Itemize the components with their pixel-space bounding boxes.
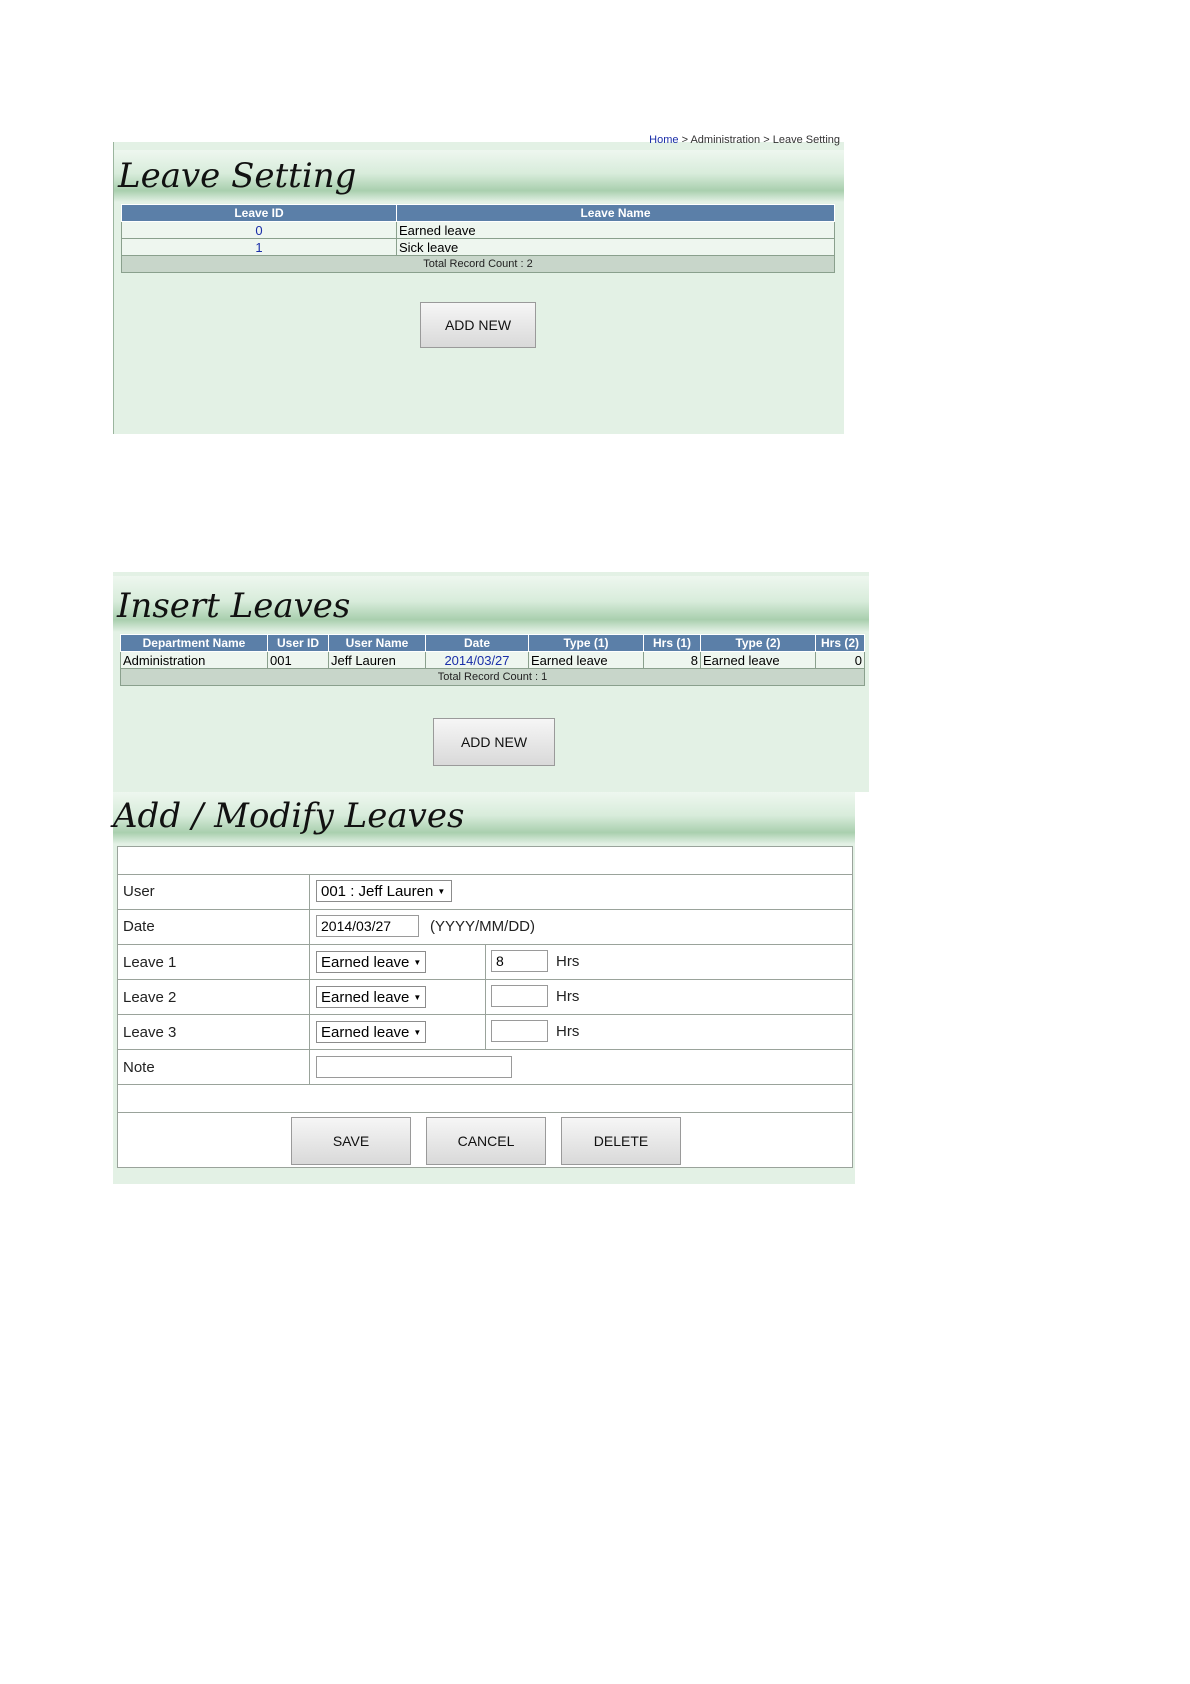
- hrs-unit-label: Hrs: [556, 988, 580, 1005]
- leave-1-label: Leave 1: [123, 954, 177, 971]
- leave-2-hrs-input[interactable]: [491, 985, 548, 1007]
- date-row: [118, 910, 852, 945]
- hrs-unit-label: Hrs: [556, 1023, 580, 1040]
- column-header-hrs-1[interactable]: Hrs (1): [644, 635, 701, 652]
- insert-leaves-panel: [113, 572, 869, 792]
- delete-button[interactable]: DELETE: [561, 1117, 681, 1165]
- date-format-hint: (YYYY/MM/DD): [430, 918, 535, 935]
- leave-setting-panel: [113, 134, 844, 434]
- column-header-type-2[interactable]: Type (2): [701, 635, 816, 652]
- leave-3-hrs-input[interactable]: [491, 1020, 548, 1042]
- cancel-button[interactable]: CANCEL: [426, 1117, 546, 1165]
- leave-1-row: [118, 945, 852, 980]
- hrs-unit-label: Hrs: [556, 953, 580, 970]
- record-count: Total Record Count : 1: [121, 669, 865, 686]
- column-divider: [309, 1050, 310, 1084]
- type-1-cell: Earned leave: [529, 652, 644, 669]
- save-button[interactable]: SAVE: [291, 1117, 411, 1165]
- date-link[interactable]: 2014/03/27: [426, 652, 529, 669]
- table-row: [121, 652, 865, 669]
- leave-setting-table: [121, 204, 835, 273]
- add-new-button[interactable]: ADD NEW: [433, 718, 555, 766]
- page-title: Insert Leaves: [117, 586, 351, 626]
- page-title: Leave Setting: [118, 156, 357, 196]
- column-header-leave-name[interactable]: Leave Name: [397, 205, 835, 222]
- column-divider: [309, 910, 310, 944]
- table-header-row: [121, 635, 865, 652]
- column-divider: [309, 1015, 310, 1049]
- table-footer: [121, 669, 865, 686]
- column-divider: [309, 980, 310, 1014]
- insert-leaves-table: [120, 634, 865, 686]
- column-header-date[interactable]: Date: [426, 635, 529, 652]
- column-header-user-id[interactable]: User ID: [268, 635, 329, 652]
- date-input[interactable]: [316, 915, 419, 937]
- title-bar: [114, 150, 844, 202]
- add-modify-leaves-panel: [113, 792, 855, 1184]
- breadcrumb-administration[interactable]: Administration: [690, 134, 761, 146]
- column-header-type-1[interactable]: Type (1): [529, 635, 644, 652]
- leave-form: [117, 846, 853, 1168]
- title-bar: [113, 576, 869, 632]
- table-row: [122, 239, 835, 256]
- form-spacer-row: [118, 1085, 852, 1113]
- breadcrumb-sep: >: [763, 134, 770, 146]
- add-new-button[interactable]: ADD NEW: [420, 302, 536, 348]
- leave-3-row: [118, 1015, 852, 1050]
- column-header-hrs-2[interactable]: Hrs (2): [816, 635, 865, 652]
- user-row: [118, 875, 852, 910]
- leave-id-link[interactable]: 0: [122, 222, 397, 239]
- breadcrumb-current: Leave Setting: [772, 134, 840, 146]
- user-select[interactable]: [316, 880, 452, 902]
- date-label: Date: [123, 918, 155, 935]
- leave-1-type-select[interactable]: [316, 951, 426, 973]
- column-divider: [485, 980, 486, 1014]
- column-header-department[interactable]: Department Name: [121, 635, 268, 652]
- breadcrumb: [649, 134, 840, 146]
- leave-id-link[interactable]: 1: [122, 239, 397, 256]
- type-2-cell: Earned leave: [701, 652, 816, 669]
- title-bar: [113, 792, 855, 844]
- dropdown-caret-icon: ▼: [413, 957, 422, 967]
- hrs-2-cell: 0: [816, 652, 865, 669]
- note-label: Note: [123, 1059, 155, 1076]
- note-row: [118, 1050, 852, 1085]
- user-name-cell: Jeff Lauren: [329, 652, 426, 669]
- column-divider: [309, 875, 310, 909]
- breadcrumb-sep: >: [681, 134, 688, 146]
- department-cell: Administration: [121, 652, 268, 669]
- record-count: Total Record Count : 2: [122, 256, 835, 273]
- leave-3-type-select[interactable]: [316, 1021, 426, 1043]
- leave-2-type-value: Earned leave: [321, 988, 410, 1006]
- breadcrumb-home[interactable]: Home: [649, 134, 679, 146]
- leave-2-type-select[interactable]: [316, 986, 426, 1008]
- page-title: Add / Modify Leaves: [113, 796, 465, 836]
- note-input[interactable]: [316, 1056, 512, 1078]
- form-spacer-row: [118, 847, 852, 875]
- user-id-cell: 001: [268, 652, 329, 669]
- column-divider: [485, 945, 486, 979]
- dropdown-caret-icon: ▼: [413, 992, 422, 1002]
- leave-2-row: [118, 980, 852, 1015]
- leave-1-hrs-input[interactable]: [491, 950, 548, 972]
- leave-1-type-value: Earned leave: [321, 953, 410, 971]
- column-divider: [485, 1015, 486, 1049]
- leave-3-type-value: Earned leave: [321, 1023, 410, 1041]
- user-select-value: 001 : Jeff Lauren: [321, 882, 434, 900]
- hrs-1-cell: 8: [644, 652, 701, 669]
- table-footer: [122, 256, 835, 273]
- dropdown-caret-icon: ▼: [413, 1027, 422, 1037]
- column-header-leave-id[interactable]: Leave ID: [122, 205, 397, 222]
- column-header-user-name[interactable]: User Name: [329, 635, 426, 652]
- leave-name-cell: Sick leave: [397, 239, 835, 256]
- dropdown-caret-icon: ▼: [437, 886, 446, 896]
- leave-name-cell: Earned leave: [397, 222, 835, 239]
- table-header-row: [122, 205, 835, 222]
- column-divider: [309, 945, 310, 979]
- leave-2-label: Leave 2: [123, 989, 177, 1006]
- user-label: User: [123, 883, 155, 900]
- leave-3-label: Leave 3: [123, 1024, 177, 1041]
- table-row: [122, 222, 835, 239]
